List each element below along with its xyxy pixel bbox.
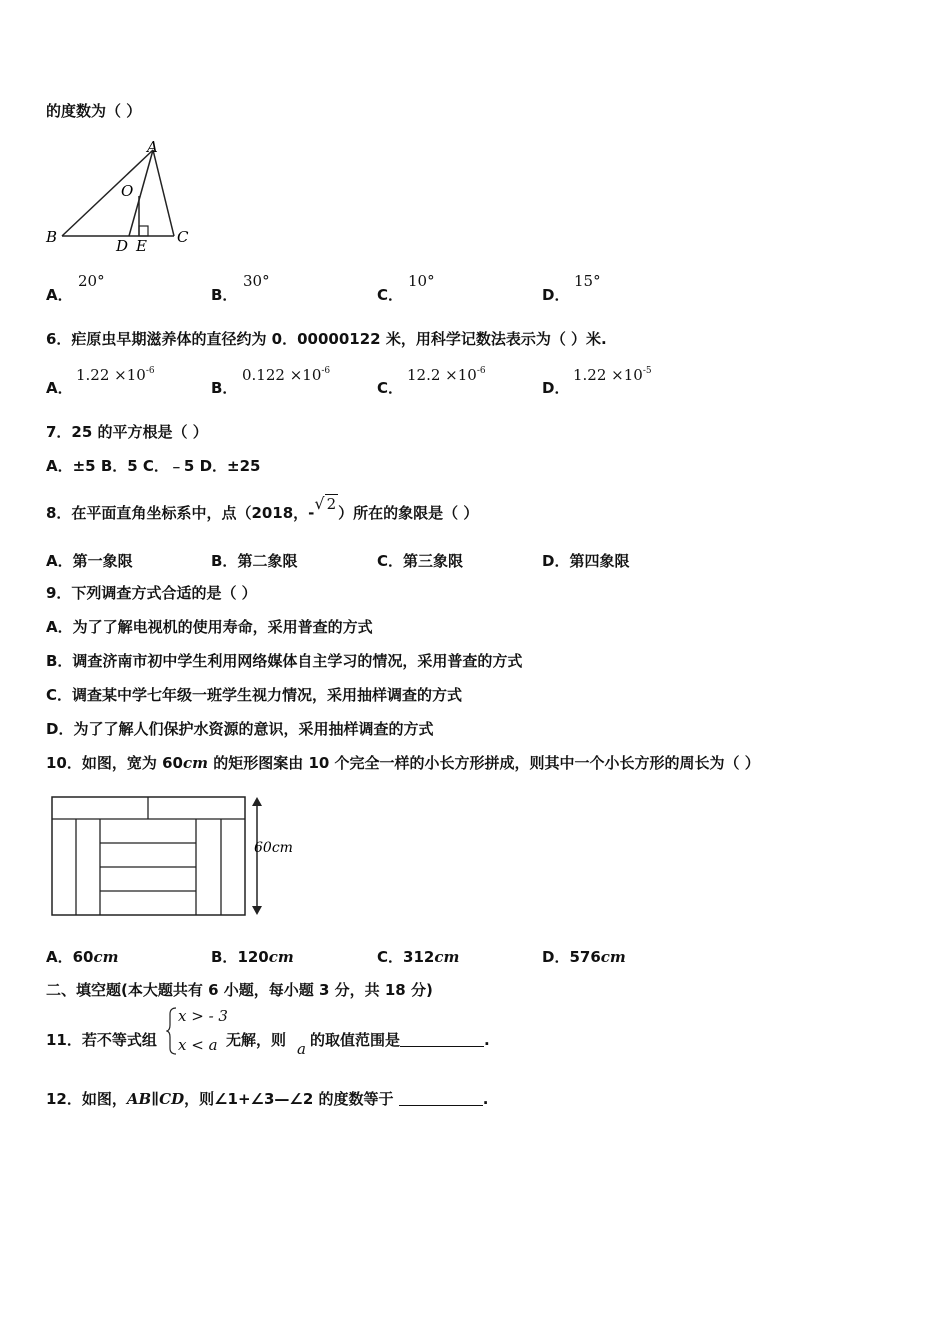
q5-option-b-value: 30° [243,272,270,290]
brace-icon [166,1006,178,1056]
q6-option-d-value: $1.22 \times 10^{-5}$ [573,366,652,384]
q10-option-d: D．576cm [542,948,626,966]
q10-option-b: B．120cm [211,948,294,966]
q9-option-d: D．为了了解人们保护水资源的意识，采用抽样调查的方式 [46,720,434,738]
q6-option-c-value: $12.2 \times 10^{-6}$ [407,366,486,384]
q7-stem: 7．25 的平方根是（ ） [46,423,208,441]
section2-heading: 二、填空题(本大题共有 6 小题，每小题 3 分，共 18 分) [46,981,433,999]
q7-options: A．±5 B．5 C．﹣5 D．±25 [46,457,261,475]
q12-answer-blank[interactable] [399,1091,483,1106]
q9-option-c: C．调查某中学七年级一班学生视力情况，采用抽样调查的方式 [46,686,463,704]
q10-option-c: C．312cm [377,948,460,966]
q11-answer-blank[interactable] [400,1032,484,1047]
q5-stem-tail: 的度数为（ ） [46,102,142,120]
q9-stem: 9．下列调查方式合适的是（ ） [46,584,257,602]
width-label: 60cm [254,840,293,856]
label-b: B [46,228,58,246]
label-a: A [147,138,158,156]
q5-option-d-value: 15° [574,272,601,290]
q8-option-a: A．第一象限 [46,552,133,570]
q11-inequality-2: x < a [178,1036,218,1054]
q11-inequality-1: x > - 3 [178,1007,228,1025]
label-o: O [121,182,134,200]
q5-option-c-label: C． [377,286,404,304]
q6-option-c-label: C． [377,379,404,397]
q6-option-b-label: B． [211,379,238,397]
q5-option-a-label: A． [46,286,73,304]
q8-stem: 8．在平面直角坐标系中，点（2018，-√ 2 ）所在的象限是（ ） [46,494,479,522]
q6-option-a-label: A． [46,379,73,397]
q5-option-b-label: B． [211,286,238,304]
q11-mid: 无解，则 [226,1031,287,1049]
q5-option-a-value: 20° [78,272,105,290]
q9-option-b: B．调查济南市初中学生利用网络媒体自主学习的情况，采用普查的方式 [46,652,523,670]
q11-var-a: a [297,1040,306,1058]
q11-suffix: 的取值范围是 . [310,1031,490,1049]
q8-option-b: B．第二象限 [211,552,298,570]
q6-option-d-label: D． [542,379,570,397]
label-c: C [177,228,189,246]
label-e: E [136,237,147,255]
q5-triangle-figure [40,136,200,256]
q10-rectangle-figure [46,792,306,922]
q11-prefix: 11．若不等式组 [46,1031,157,1049]
q6-stem: 6．疟原虫早期滋养体的直径约为 0．00000122 米，用科学记数法表示为（ ）米. [46,330,607,348]
q10-stem: 10．如图，宽为 60cm 的矩形图案由 10 个完全一样的小长方形拼成，则其中一个小长方形的周长为（ ） [46,754,760,772]
q8-option-c: C．第三象限 [377,552,464,570]
q8-option-d: D．第四象限 [542,552,630,570]
label-d: D [116,237,129,255]
sqrt-2: √ 2 [314,494,337,513]
q10-option-a: A．60cm [46,948,119,966]
q5-option-d-label: D． [542,286,570,304]
q12-stem: 12．如图，AB∥CD，则∠1+∠3—∠2 的度数等于 . [46,1090,489,1108]
q6-option-a-value: $1.22 \times 10^{-6}$ [76,366,155,384]
q9-option-a: A．为了了解电视机的使用寿命，采用普查的方式 [46,618,373,636]
q6-option-b-value: $0.122 \times 10^{-6}$ [242,366,331,384]
q5-option-c-value: 10° [408,272,435,290]
